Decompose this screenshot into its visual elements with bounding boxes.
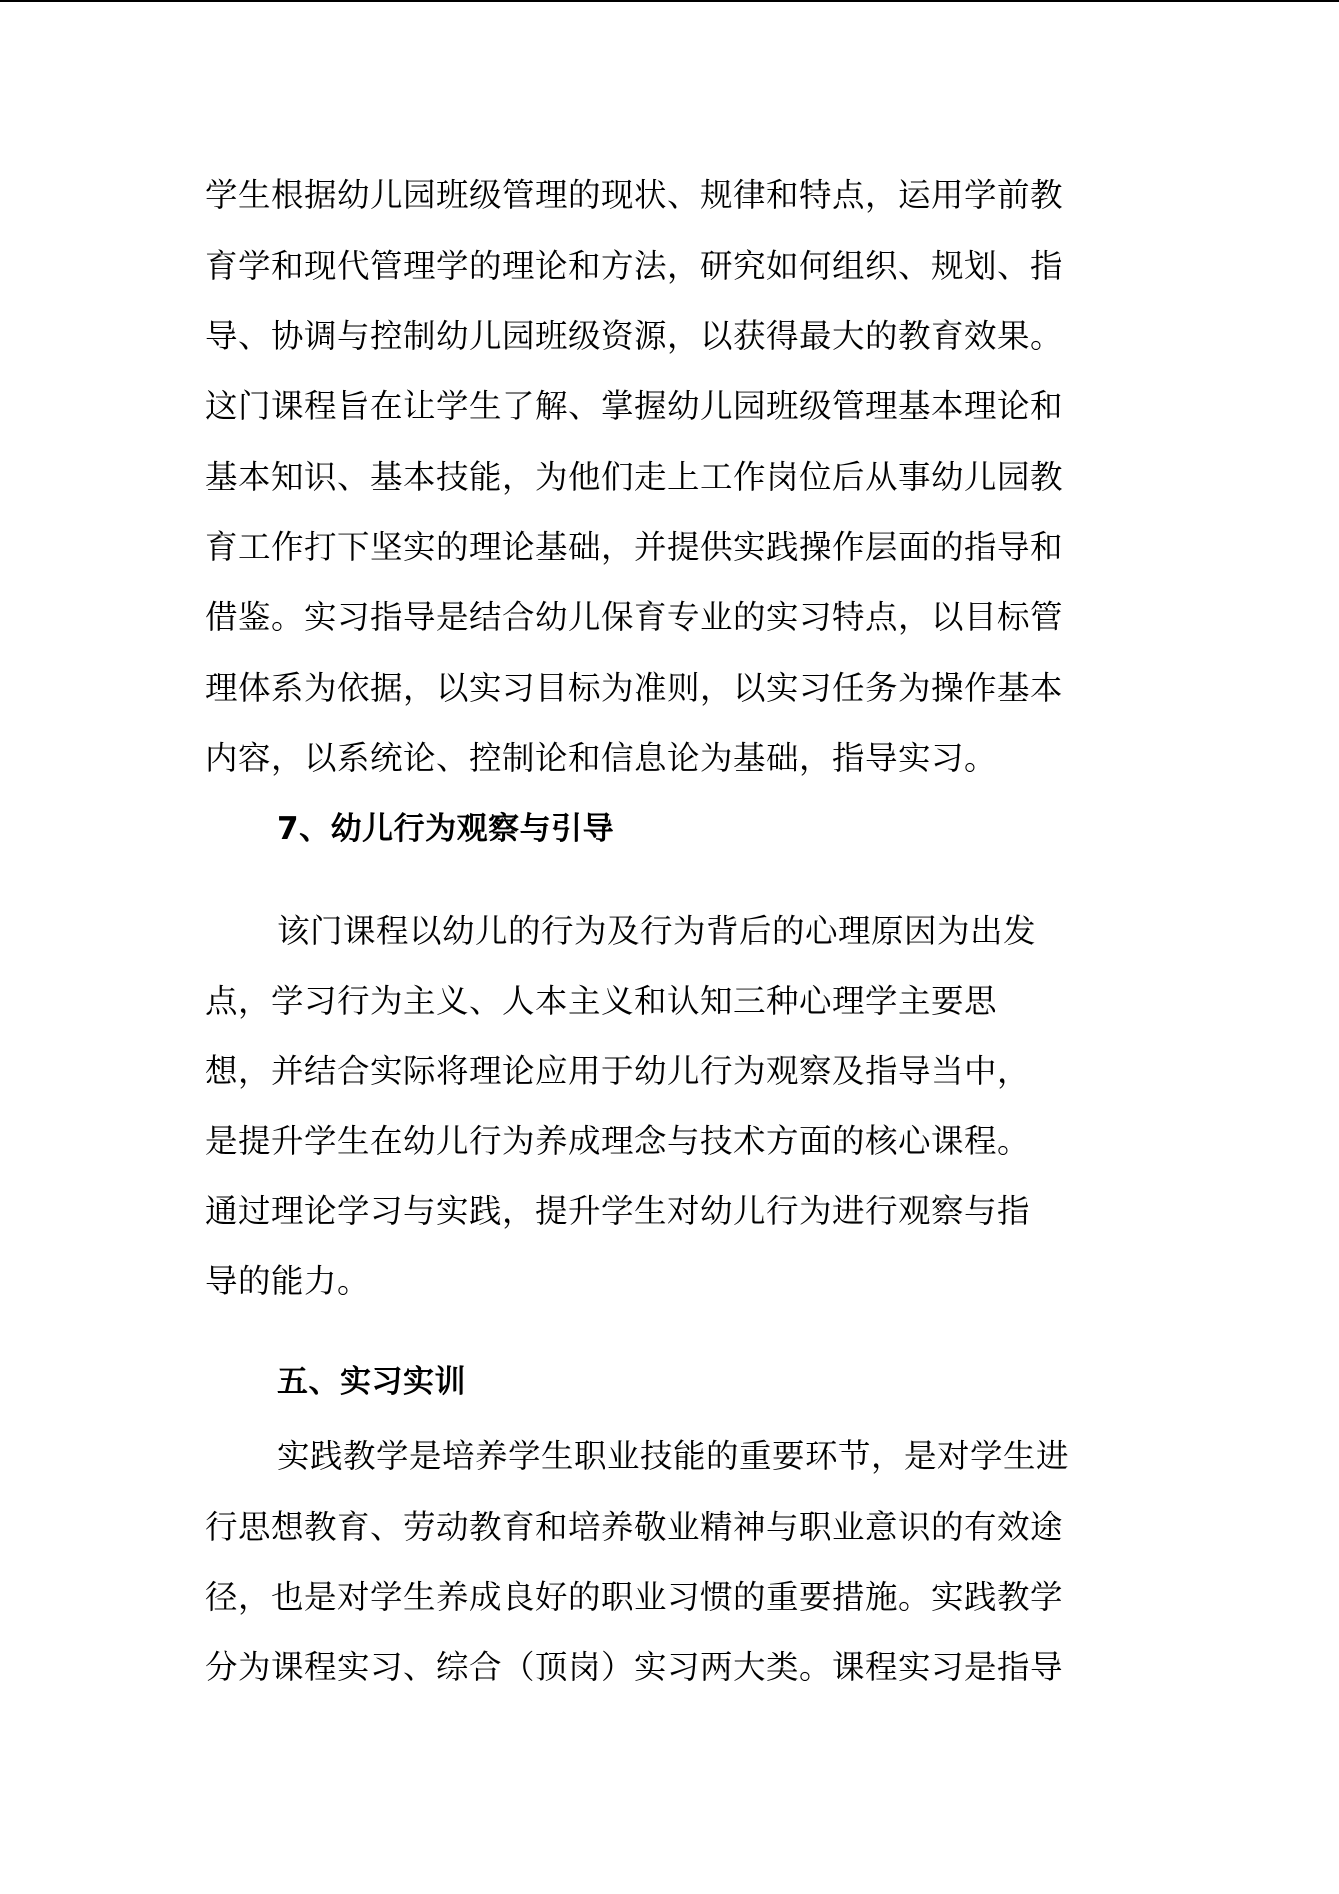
paragraph-line: 基本知识、基本技能，为他们走上工作岗位后从事幼儿园教: [205, 458, 1064, 496]
paragraph-line: 借鉴。实习指导是结合幼儿保育专业的实习特点，以目标管: [205, 598, 1064, 636]
paragraph-line: 径，也是对学生养成良好的职业习惯的重要措施。实践教学: [205, 1578, 1064, 1616]
paragraph-line: 导、协调与控制幼儿园班级资源，以获得最大的教育效果。: [205, 317, 1064, 355]
paragraph-line: 内容，以系统论、控制论和信息论为基础，指导实习。: [205, 739, 998, 777]
paragraph-line: 学生根据幼儿园班级管理的现状、规律和特点，运用学前教: [205, 176, 1064, 214]
paragraph-line: 育工作打下坚实的理论基础，并提供实践操作层面的指导和: [205, 528, 1064, 566]
document-page: [205, 0, 1145, 1894]
paragraph-line: 导的能力。: [205, 1262, 371, 1300]
paragraph-line: 分为课程实习、综合（顶岗）实习两大类。课程实习是指导: [205, 1648, 1064, 1686]
paragraph-line: 点，学习行为主义、人本主义和认知三种心理学主要思: [205, 982, 998, 1020]
paragraph-line: 通过理论学习与实践，提升学生对幼儿行为进行观察与指: [205, 1192, 1031, 1230]
paragraph-line: 理体系为依据，以实习目标为准则，以实习任务为操作基本: [205, 669, 1064, 707]
paragraph-line: 该门课程以幼儿的行为及行为背后的心理原因为出发: [277, 912, 1037, 950]
paragraph-line: 实践教学是培养学生职业技能的重要环节，是对学生进: [277, 1437, 1070, 1475]
paragraph-line: 行思想教育、劳动教育和培养敬业精神与职业意识的有效途: [205, 1508, 1064, 1546]
section-heading: 五、实习实训: [277, 1364, 466, 1400]
paragraph-line: 这门课程旨在让学生了解、掌握幼儿园班级管理基本理论和: [205, 387, 1064, 425]
section-heading: 7、幼儿行为观察与引导: [277, 811, 615, 847]
paragraph-line: 育学和现代管理学的理论和方法，研究如何组织、规划、指: [205, 247, 1064, 285]
paragraph-line: 想，并结合实际将理论应用于幼儿行为观察及指导当中，: [205, 1052, 1031, 1090]
paragraph-line: 是提升学生在幼儿行为养成理念与技术方面的核心课程。: [205, 1122, 1031, 1160]
